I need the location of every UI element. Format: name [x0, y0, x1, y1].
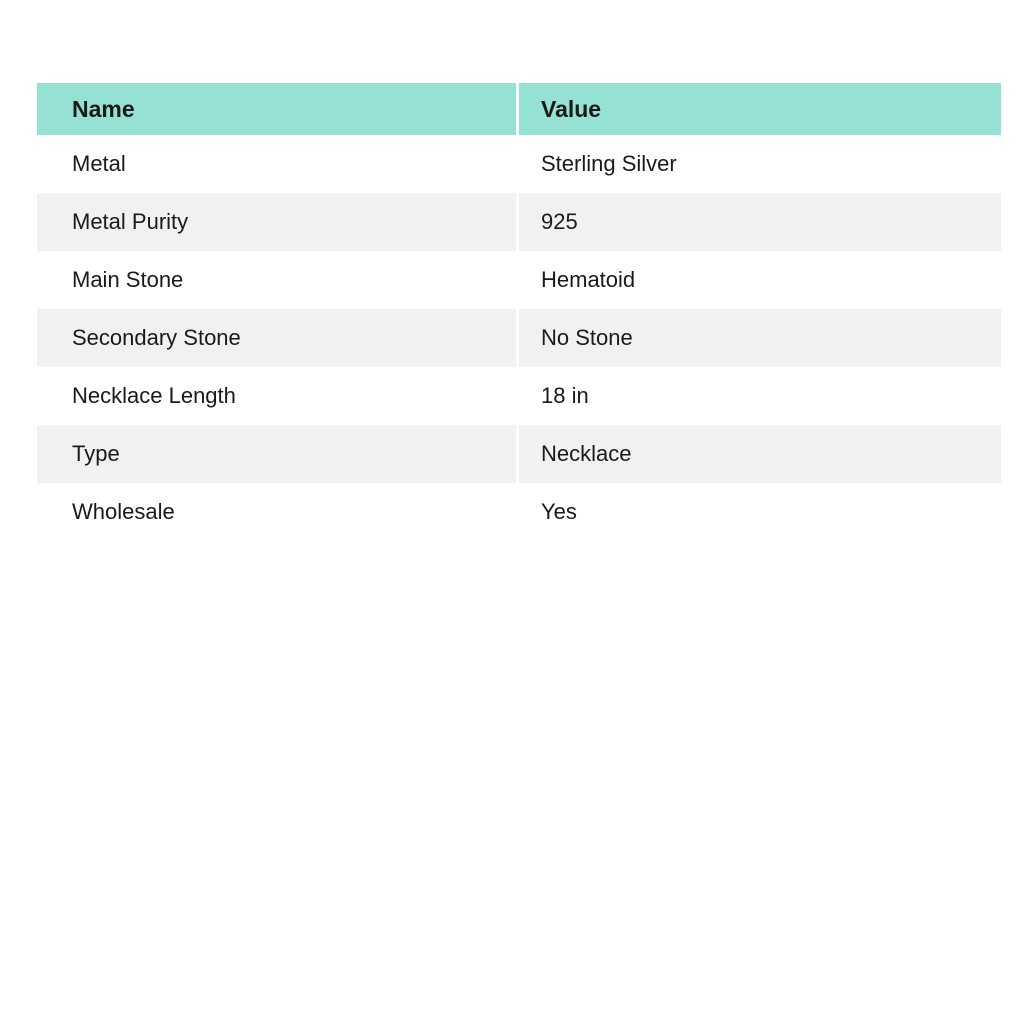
value-cell: 925	[519, 193, 1001, 251]
table-row	[37, 193, 1001, 251]
table-row	[37, 367, 1001, 425]
value-cell: Necklace	[519, 425, 1001, 483]
name-cell: Metal Purity	[37, 193, 519, 251]
table-header-row	[37, 83, 1001, 135]
value-cell: No Stone	[519, 309, 1001, 367]
table-row	[37, 309, 1001, 367]
value-cell: Yes	[519, 483, 1001, 541]
table-row	[37, 251, 1001, 309]
name-cell: Main Stone	[37, 251, 519, 309]
name-cell: Secondary Stone	[37, 309, 519, 367]
table-row	[37, 135, 1001, 193]
name-cell: Necklace Length	[37, 367, 519, 425]
value-cell: 18 in	[519, 367, 1001, 425]
spec-table	[37, 83, 1001, 541]
name-cell: Wholesale	[37, 483, 519, 541]
column-header-value: Value	[519, 83, 1001, 135]
table-row	[37, 483, 1001, 541]
name-cell: Metal	[37, 135, 519, 193]
column-header-name: Name	[37, 83, 519, 135]
name-cell: Type	[37, 425, 519, 483]
value-cell: Hematoid	[519, 251, 1001, 309]
table-row	[37, 425, 1001, 483]
value-cell: Sterling Silver	[519, 135, 1001, 193]
